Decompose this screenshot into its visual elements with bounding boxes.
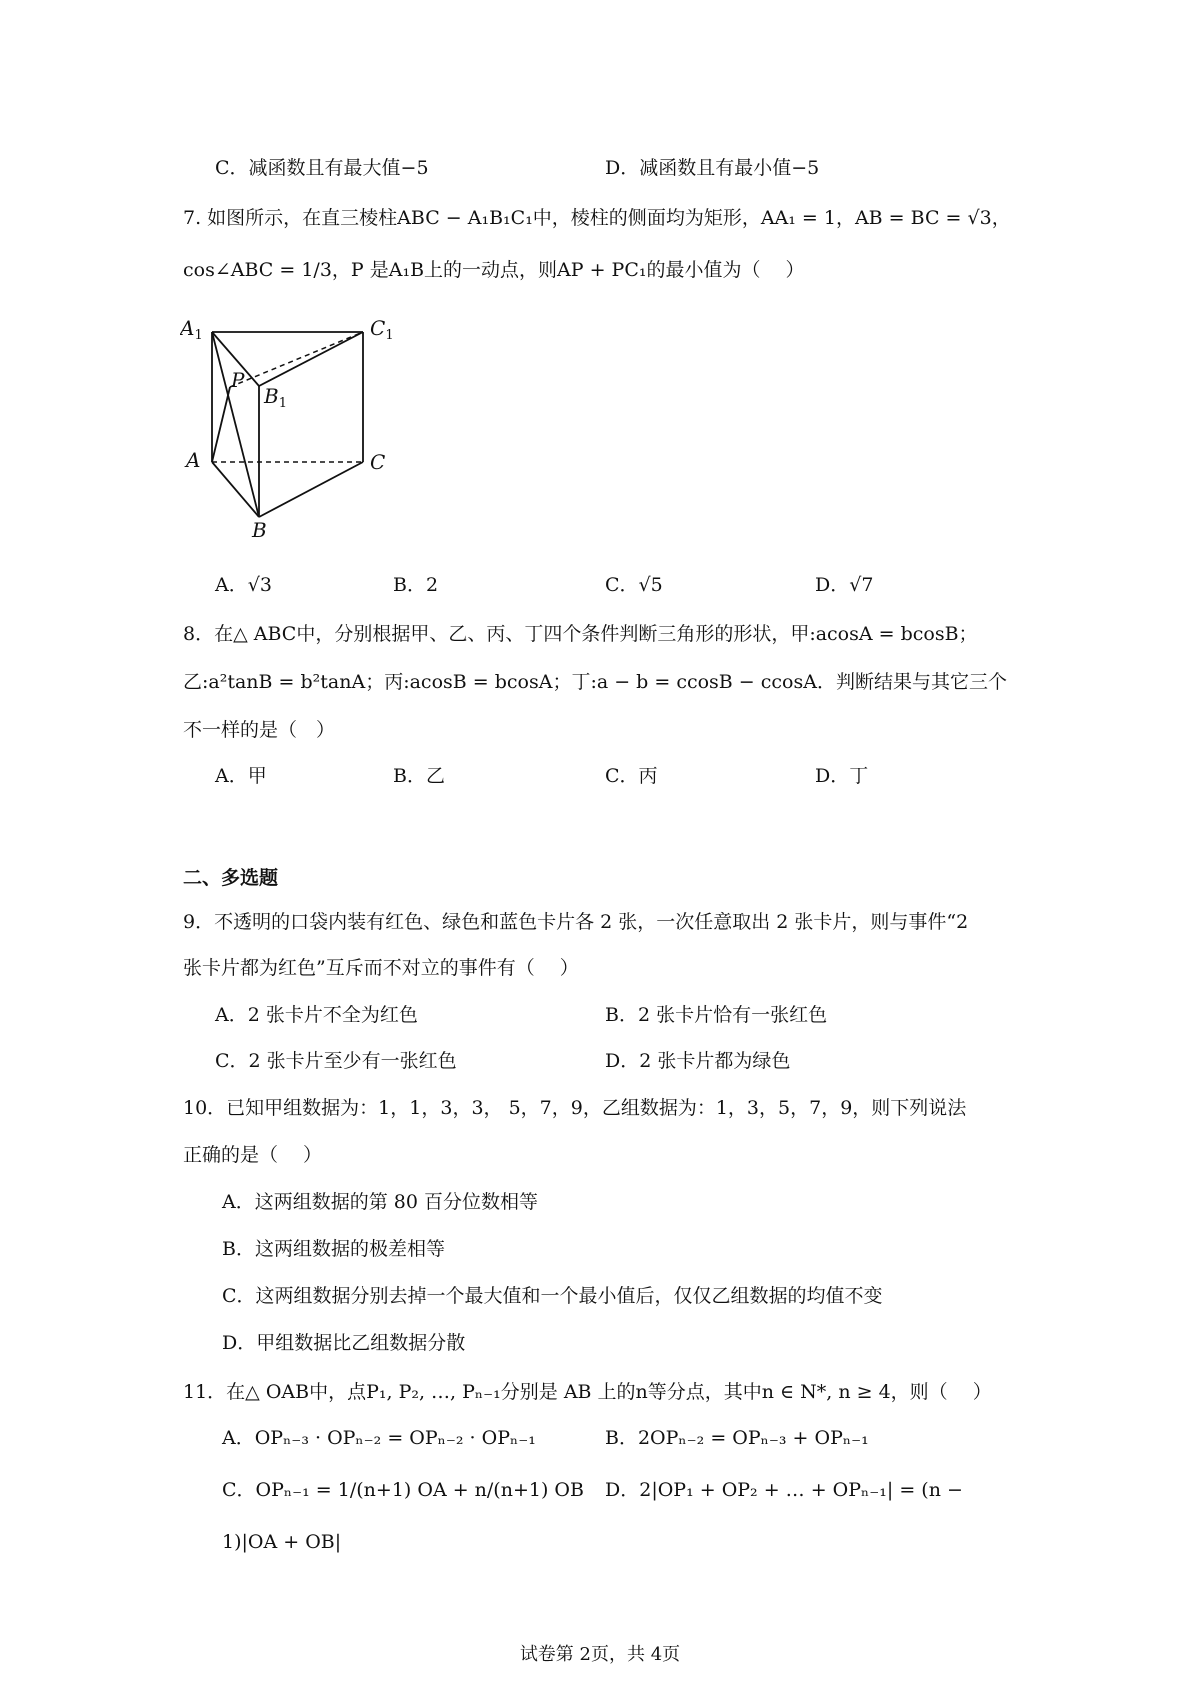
label-b: B bbox=[252, 518, 267, 542]
q9-option-d: D．2 张卡片都为绿色 bbox=[605, 1050, 791, 1072]
q11-option-d-line2: 1)|OA + OB| bbox=[222, 1531, 342, 1553]
q10-option-c: C．这两组数据分别去掉一个最大值和一个最小值后，仅仅乙组数据的均值不变 bbox=[222, 1285, 883, 1307]
q9-stem-line2: 张卡片都为红色”互斥而不对立的事件有（ ） bbox=[183, 957, 579, 979]
label-a: A bbox=[186, 448, 201, 472]
q11-option-c: C．OPₙ₋₁ = 1/(n+1) OA + n/(n+1) OB bbox=[222, 1479, 584, 1501]
q10-stem-line1: 10．已知甲组数据为：1，1，3，3， 5，7，9，乙组数据为：1，3，5，7，9，则下列说法 bbox=[183, 1097, 967, 1119]
q7-stem-line1: 7. 如图所示，在直三棱柱ABC − A₁B₁C₁中，棱柱的侧面均为矩形，AA₁ = 1，AB = BC = √3， bbox=[183, 207, 1011, 229]
q11-option-a: A．OPₙ₋₃ · OPₙ₋₂ = OPₙ₋₂ · OPₙ₋₁ bbox=[222, 1427, 536, 1449]
q9-option-c: C．2 张卡片至少有一张红色 bbox=[215, 1050, 457, 1072]
label-c: C bbox=[370, 450, 386, 474]
label-p: P bbox=[231, 368, 245, 392]
q10-option-d: D．甲组数据比乙组数据分散 bbox=[222, 1332, 466, 1354]
page-footer: 试卷第 2页，共 4页 bbox=[519, 1644, 681, 1665]
q9-option-a: A．2 张卡片不全为红色 bbox=[215, 1004, 418, 1026]
q7-stem-line2: cos∠ABC = 1/3，P 是A₁B上的一动点，则AP + PC₁的最小值为（ ） bbox=[183, 259, 805, 281]
q9-stem-line1: 9．不透明的口袋内装有红色、绿色和蓝色卡片各 2 张，一次任意取出 2 张卡片，则与事件“2 bbox=[183, 911, 969, 933]
q7-option-c: C．√5 bbox=[605, 574, 663, 596]
q10-option-a: A．这两组数据的第 80 百分位数相等 bbox=[222, 1191, 538, 1213]
q8-stem-line2: 乙:a²tanB = b²tanA；丙:acosB = bcosA；丁:a − b = ccosB − ccosA．判断结果与其它三个 bbox=[183, 671, 1007, 693]
q8-stem-line1: 8．在△ ABC中，分别根据甲、乙、丙、丁四个条件判断三角形的形状，甲:acosA = bcosB； bbox=[183, 623, 978, 645]
q8-stem-line3: 不一样的是（ ） bbox=[183, 719, 336, 741]
label-a1: $A_1$ bbox=[180, 316, 203, 343]
q11-option-b: B．2OPₙ₋₂ = OPₙ₋₃ + OPₙ₋₁ bbox=[605, 1427, 869, 1449]
section-title-multi-choice: 二、多选题 bbox=[183, 867, 279, 889]
label-b1: $B_1$ bbox=[264, 384, 287, 411]
q6-option-c: C．减函数且有最大值−5 bbox=[215, 157, 429, 179]
q8-option-b: B．乙 bbox=[393, 765, 445, 787]
q9-option-b: B．2 张卡片恰有一张红色 bbox=[605, 1004, 828, 1026]
q11-stem: 11．在△ OAB中，点P₁, P₂, …, Pₙ₋₁分别是 AB 上的n等分点，其中n ∈ N*, n ≥ 4，则（ ） bbox=[183, 1381, 992, 1403]
q11-option-d-line1: D．2|OP₁ + OP₂ + … + OPₙ₋₁| = (n − bbox=[605, 1479, 963, 1501]
q8-option-a: A．甲 bbox=[215, 765, 267, 787]
q6-option-d: D．减函数且有最小值−5 bbox=[605, 157, 820, 179]
label-c1: $C_1$ bbox=[370, 316, 394, 343]
prism-figure bbox=[180, 305, 420, 545]
q7-option-a: A．√3 bbox=[215, 574, 272, 596]
q7-option-d: D．√7 bbox=[815, 574, 874, 596]
q8-option-d: D．丁 bbox=[815, 765, 869, 787]
q10-stem-line2: 正确的是（ ） bbox=[183, 1144, 323, 1166]
q7-option-b: B．2 bbox=[393, 574, 439, 596]
q8-option-c: C．丙 bbox=[605, 765, 658, 787]
q10-option-b: B．这两组数据的极差相等 bbox=[222, 1238, 445, 1260]
